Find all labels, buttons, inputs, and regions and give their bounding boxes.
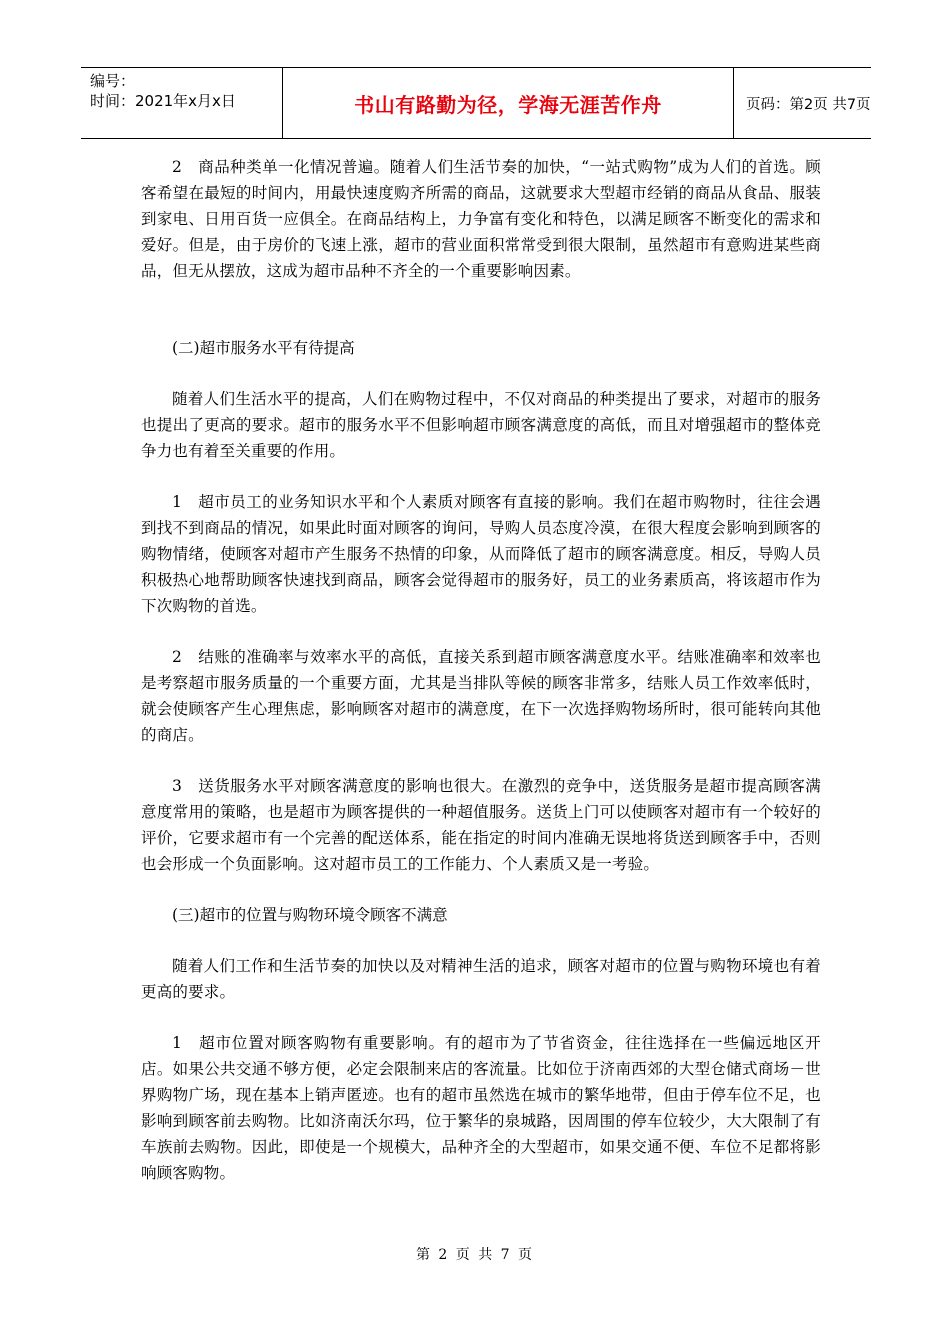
paragraph-product-variety: 2 商品种类单一化情况普遍。随着人们生活节奏的加快，“一站式购物”成为人们的首选。顾客希望在最短的时间内，用最快速度购齐所需的商品，这就要求大型超市经销的商品从食品、服装到家电、日用百货一应俱全。在商品结构上，力争富有变化和特色，以满足顾客不断变化的需求和爱好。但是，由于房价的飞速上涨，超市的营业面积常常受到很大限制，虽然超市有意购进某些商品，但无从摆放，这成为超市品种不齐全的一个重要影响因素。 bbox=[141, 158, 821, 280]
header-page-cell bbox=[734, 68, 883, 138]
spacer bbox=[141, 309, 821, 335]
motto-text: 书山有路勤为径，学海无涯苦作舟 bbox=[354, 92, 662, 117]
time-label: 时间：2021年x月x日 bbox=[90, 92, 236, 110]
page-header bbox=[81, 67, 871, 139]
page-footer: 第 2 页 共 7 页 bbox=[415, 1247, 535, 1263]
paragraph-location-intro: 随着人们工作和生活节奏的加快以及对精神生活的追求，顾客对超市的位置与购物环境也有着更高的要求。 bbox=[141, 957, 821, 1001]
page-info: 页码：第2页 共7页 bbox=[746, 96, 871, 113]
header-meta-cell bbox=[81, 68, 283, 138]
header-motto-cell bbox=[283, 68, 734, 138]
paragraph-checkout-efficiency: 2 结账的准确率与效率水平的高低，直接关系到超市顾客满意度水平。结账准确率和效率也是考察超市服务质量的一个重要方面，尤其是当排队等候的顾客非常多，结账人员工作效率低时，就会使顾客产生心理焦虑，影响顾客对超市的满意度，在下一次选择购物场所时，很可能转向其他的商店。 bbox=[141, 648, 821, 744]
section-heading-location: (三)超市的位置与购物环境令顾客不满意 bbox=[172, 906, 448, 924]
paragraph-staff-quality: 1 超市员工的业务知识水平和个人素质对顾客有直接的影响。我们在超市购物时，往往会遇到找不到商品的情况，如果此时面对顾客的询问，导购人员态度冷漠，在很大程度会影响到顾客的购物情绪，使顾客对超市产生服务不热情的印象，从而降低了超市的顾客满意度。相反，导购人员积极热心地帮助顾客快速找到商品，顾客会觉得超市的服务好，员工的业务素质高，将该超市作为下次购物的首选。 bbox=[141, 493, 821, 615]
paragraph-delivery-service: 3 送货服务水平对顾客满意度的影响也很大。在激烈的竞争中，送货服务是超市提高顾客满意度常用的策略，也是超市为顾客提供的一种超值服务。送货上门可以使顾客对超市有一个较好的评价，它要求超市有一个完善的配送体系，能在指定的时间内准确无误地将货送到顾客手中，否则也会形成一个负面影响。这对超市员工的工作能力、个人素质又是一考验。 bbox=[141, 777, 821, 873]
document-body bbox=[141, 154, 821, 1211]
paragraph-location-impact: 1 超市位置对顾客购物有重要影响。有的超市为了节省资金，往往选择在一些偏远地区开店。如果公共交通不够方便，必定会限制来店的客流量。比如位于济南西郊的大型仓储式商场－世界购物广场，现在基本上销声匿迹。也有的超市虽然选在城市的繁华地带，但由于停车位不足，也影响到顾客前去购物。比如济南沃尔玛，位于繁华的泉城路，因周围的停车位较少，大大限制了有车族前去购物。因此，即使是一个规模大，品种齐全的大型超市，如果交通不便、车位不足都将影响顾客购物。 bbox=[141, 1034, 821, 1182]
number-label: 编号： bbox=[90, 72, 136, 90]
section-heading-service: (二)超市服务水平有待提高 bbox=[172, 339, 355, 357]
paragraph-service-intro: 随着人们生活水平的提高，人们在购物过程中，不仅对商品的种类提出了要求，对超市的服务也提出了更高的要求。超市的服务水平不但影响超市顾客满意度的高低，而且对增强超市的整体竞争力也有着至关重要的作用。 bbox=[141, 390, 821, 460]
